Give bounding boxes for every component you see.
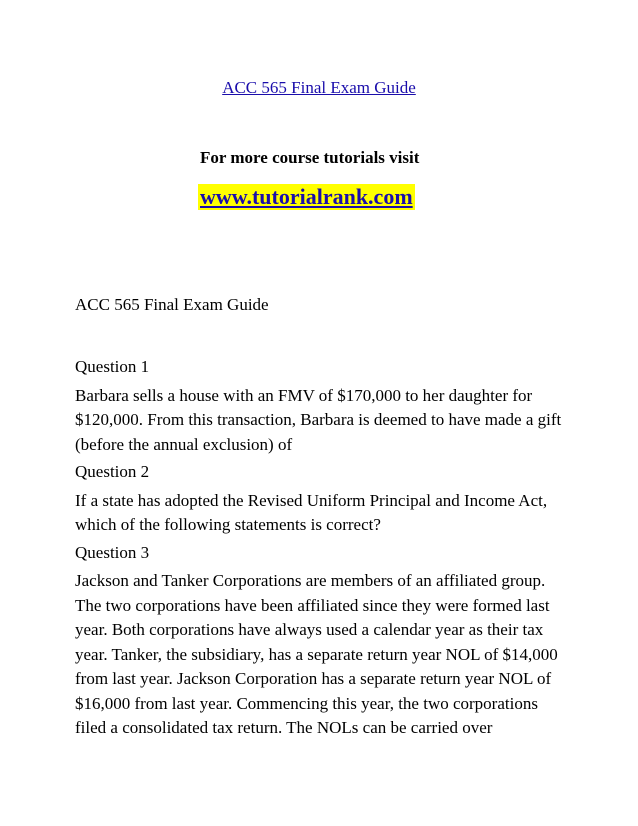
question-text: Jackson and Tanker Corporations are members of an affiliated group. The two corporations have been affiliated since they were formed last year. Both corporations have always used a calendar year as their tax year. Tanker, the subsidiary, has a separate return year NOL of $14,000 from last year. Jackson Corporation has a separate return year NOL of $16,000 from last year. Commencing this year, the two corporations filed a consolidated tax return. The NOLs can be carried over <box>75 571 558 737</box>
question-label: Question 1 <box>75 357 150 376</box>
question-item <box>75 460 565 538</box>
exam-guide-title-link[interactable]: ACC 565 Final Exam Guide <box>222 78 416 97</box>
question-text: If a state has adopted the Revised Uniform Principal and Income Act, which of the following statements is correct? <box>75 490 548 534</box>
question-text: Barbara sells a house with an FMV of $170,000 to her daughter for $120,000. From this transaction, Barbara is deemed to have made a gift (before the annual exclusion) of <box>75 385 562 454</box>
question-item <box>75 541 565 741</box>
question-label: Question 2 <box>75 462 150 481</box>
tutorialrank-site-link[interactable]: www.tutorialrank.com <box>200 184 413 209</box>
question-label: Question 3 <box>75 542 150 562</box>
question-item <box>75 355 565 457</box>
document-heading: ACC 565 Final Exam Guide <box>75 295 269 314</box>
questions-list <box>75 355 565 744</box>
tutorials-tagline: For more course tutorials visit <box>200 148 420 167</box>
